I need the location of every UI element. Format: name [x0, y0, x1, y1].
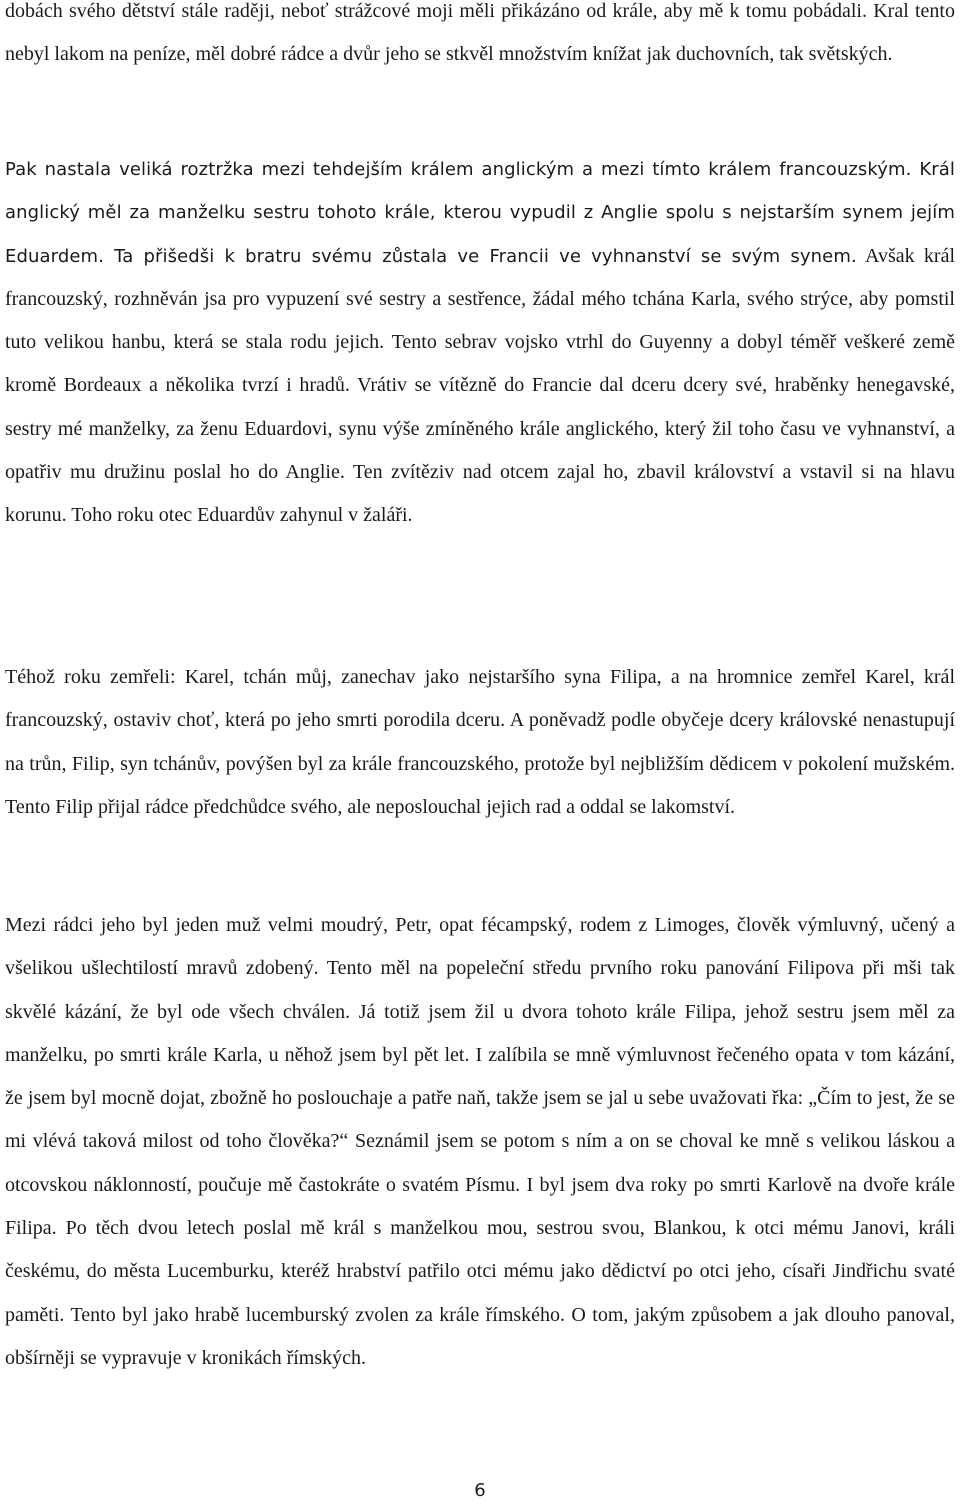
paragraph-2-serif-segment: Avšak král francouzský, rozhněván jsa pro vypuzení své sestry a sestřence, žádal mého tchána Karla, svého strýce, aby pomstil tuto velikou hanbu, která se stala rodu jejich. Tento sebrav vojsko vtrhl do Guyenny a dobyl téměř veškeré země kromě Bordeaux a několika tvrzí i hradů. Vrátiv se vítězně do Francie dal dceru dcery své, hraběnky henegavské, sestry mé manželky, za ženu Eduardovi, synu výše zmíněného krále anglického, který žil toho času ve vyhnanství, a opatřiv mu družinu poslal ho do Anglie. Ten zvítěziv nad otcem zajal ho, zbavil království a vstavil si na hlavu korunu. Toho roku otec Eduardův zahynul v žaláři.: [5, 244, 956, 527]
page-number: 6: [474, 1480, 486, 1501]
paragraph-3: Téhož roku zemřeli: Karel, tchán můj, zanechav jako nejstaršího syna Filipa, a na hromnice zemřel Karel, král francouzský, ostaviv choť, která po jeho smrti porodila dceru. A poněvadž podle obyčeje dcery královské nenastupují na trůn, Filip, syn tchánův, povýšen byl za krále francouzského, protože byl nejbližším dědicem v pokolení mužském. Tento Filip přijal rádce předchůdce svého, ale neposlouchal jejich rad a oddal se lakomství.: [5, 666, 955, 818]
paragraph-4: Mezi rádci jeho byl jeden muž velmi moudrý, Petr, opat fécampský, rodem z Limoges, člověk výmluvný, učený a všelikou ušlechtilostí mravů zdobený. Tento měl na popeleční středu prvního roku panování Filipova při mši tak skvělé kázání, že byl ode všech chválen. Já totiž jsem žil u dvora tohoto krále Filipa, jehož sestru jsem měl za manželku, po smrti krále Karla, u něhož jsem byl pět let. I zalíbila se mně výmluvnost řečeného opata v tom kázání, že jsem byl mocně dojat, zbožně ho poslouchaje a patře naň, takže jsem se jal u sebe uvažovati řka: „Čím to jest, že se mi vlévá taková milost od toho člověka?“ Seznámil jsem se potom s ním a on se choval ke mně s velikou láskou a otcovskou náklonností, poučuje mě častokráte o svatém Písmu. I byl jsem dva roky po smrti Karlově na dvoře krále Filipa. Po těch dvou letech poslal mě král s manželkou mou, sestrou svou, Blankou, k otci mému Janovi, králi českému, do města Lucemburku, kteréž hrabství patřilo otci mému jako dědictví po otci jeho, císaři Jindřichu svaté paměti. Tento byl jako hrabě lucemburský zvolen za krále římského. O tom, jakým způsobem a jak dlouho panoval, obšírněji se vypravuje v kronikách římských.: [5, 914, 955, 1369]
paragraph-1: dobách svého dětství stále raději, neboť strážcové moji měli přikázáno od krále, aby mě k tomu pobádali. Kral tento nebyl lakom na peníze, měl dobré rádce a dvůr jeho se stkvěl množstvím knížat jak duchovních, tak světských.: [5, 0, 955, 66]
paragraph-2: [5, 148, 955, 538]
paragraph-2-sans-segment: Pak nastala veliká roztržka mezi tehdejším králem anglickým a mezi tímto králem francouzským. Král anglický měl za manželku sestru tohoto krále, kterou vypudil z Anglie spolu s nejstarším synem jejím Eduardem. Ta přišedši k bratru svému zůstala ve Francii ve vyhnanství se svým synem.: [5, 159, 955, 267]
